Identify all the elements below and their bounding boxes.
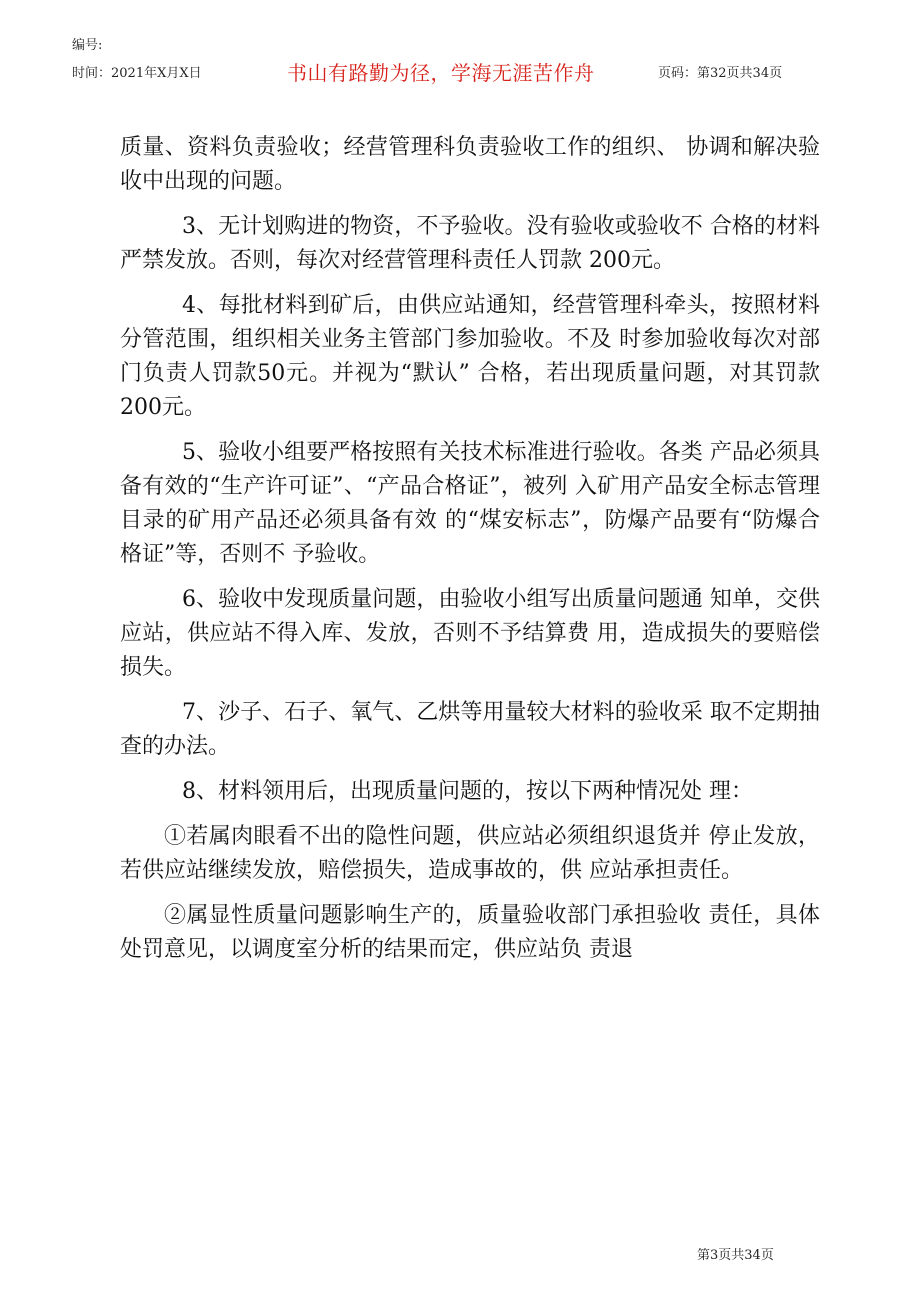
paragraph-item-3: 3、无计划购进的物资，不予验收。没有验收或验收不 合格的材料严禁发放。否则，每次对经营管理科责任人罚款 200元。	[120, 214, 820, 273]
paragraph-item-8: 8、材料领用后，出现质量问题的，按以下两种情况处 理：	[182, 779, 753, 804]
paragraph-item-4: 4、每批材料到矿后，由供应站通知，经营管理科牵头，按照材料分管范围，组织相关业务主管部门参加验收。不及 时参加验收每次对部门负责人罚款50元。并视为“默认” 合格，若出现质量问题，对其罚款200元。	[120, 293, 820, 420]
paragraph-item-7: 7、沙子、石子、氧气、乙烘等用量较大材料的验收采 取不定期抽查的办法。	[120, 700, 820, 759]
header-page-info: 页码：第32页共34页	[658, 66, 783, 81]
document-date: 时间：2021年X月X日	[72, 66, 202, 81]
paragraph-item-6: 6、验收中发现质量问题，由验收小组写出质量问题通 知单，交供应站，供应站不得入库、发放，否则不予结算费 用，造成损失的要赔偿损失。	[120, 587, 820, 680]
paragraph-item-5: 5、验收小组要严格按照有关技术标准进行验收。各类 产品必须具备有效的“生产许可证”、“产品合格证”，被列 入矿用产品安全标志管理目录的矿用产品还必须具备有效 的“煤安标志”，防爆产品要有“防爆合格证”等，否则不 予验收。	[120, 440, 820, 567]
document-serial-label: 编号:	[72, 38, 103, 53]
paragraph-subitem-2: ②属显性质量问题影响生产的，质量验收部门承担验收 责任，具体处罚意见，以调度室分析的结果而定，供应站负 责退	[120, 903, 820, 962]
paragraph-continuation: 质量、资料负责验收；经营管理科负责验收工作的组织、 协调和解决验收中出现的问题。	[120, 135, 820, 194]
footer-page-number: 第3页共34页	[697, 1248, 774, 1263]
header-motto: 书山有路勤为径，学海无涯苦作舟	[287, 61, 595, 85]
paragraph-subitem-1: ①若属肉眼看不出的隐性问题，供应站必须组织退货并 停止发放，若供应站继续发放，赔偿损失，造成事故的，供 应站承担责任。	[120, 824, 820, 883]
document-body	[120, 131, 820, 978]
